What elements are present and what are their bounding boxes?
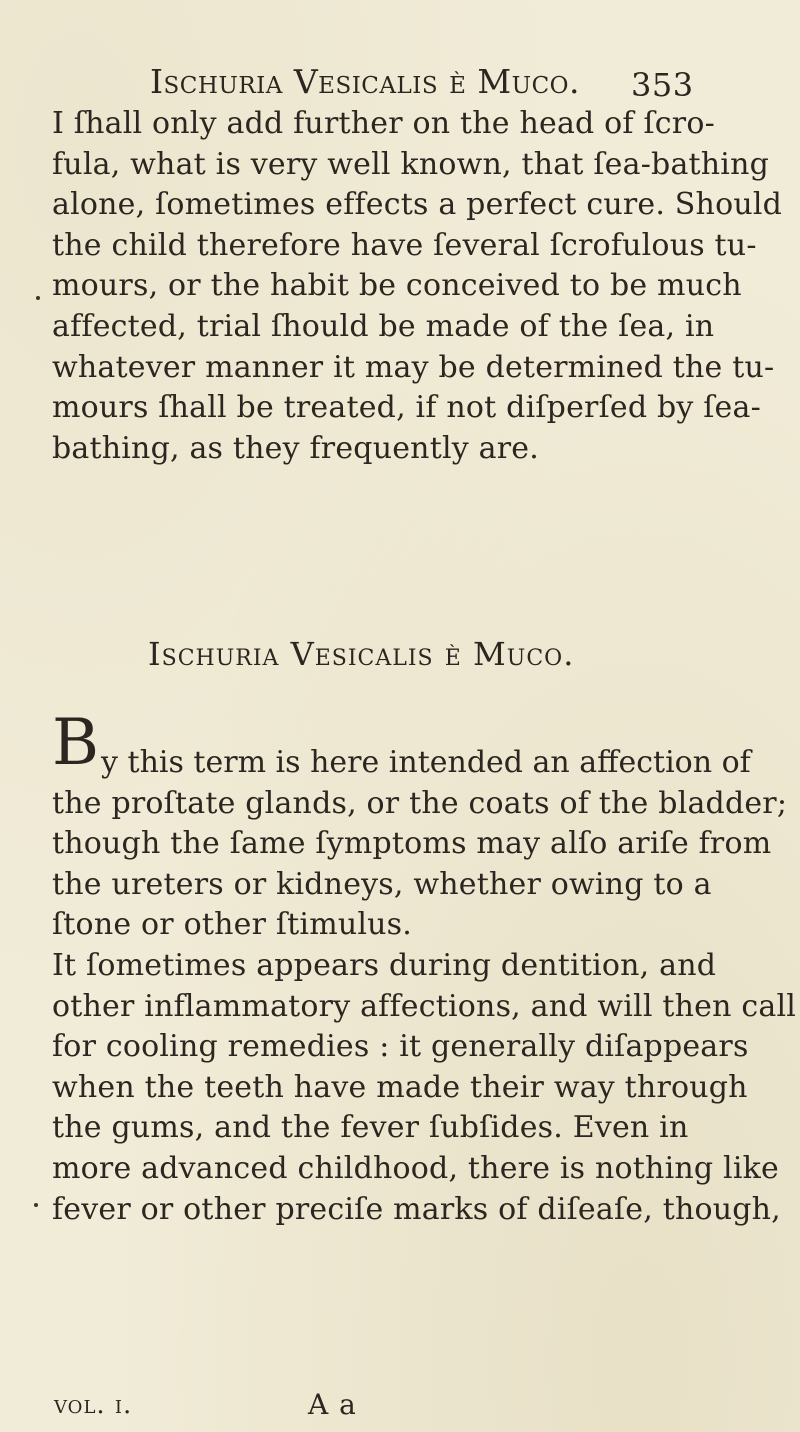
section-heading: Ischuria Vesicalis è Muco. <box>148 635 575 673</box>
text-line: more advanced childhood, there is nothing like <box>52 1150 779 1186</box>
text-line: alone, ſometimes effects a perfect cure. Should <box>52 187 783 223</box>
margin-speck <box>36 296 40 300</box>
page-number: 353 <box>631 66 694 104</box>
text-line: fula, what is very well known, that ſea-bathing <box>52 146 770 182</box>
text-line: whatever manner it may be determined the tu- <box>52 349 775 385</box>
text-line: mours, or the habit be conceived to be much <box>52 268 742 304</box>
margin-speck <box>34 1203 38 1207</box>
text-line: when the teeth have made their way through <box>52 1069 748 1105</box>
text-line: the gums, and the fever ſubſides. Even in <box>52 1110 689 1146</box>
text-line: the ureters or kidneys, whether owing to a <box>52 866 712 902</box>
page-footer <box>54 1388 357 1421</box>
text-line: I ſhall only add further on the head of ſcro- <box>52 106 715 141</box>
text-line: the child therefore have ſeveral ſcrofulous tu- <box>52 227 757 263</box>
text-line-first <box>52 706 792 784</box>
paragraph-definition <box>52 706 797 1230</box>
text-line: for cooling remedies : it generally diſappears <box>52 1029 749 1065</box>
text-line: other inflammatory affections, and will then call <box>52 988 797 1024</box>
running-head <box>150 62 694 104</box>
text-line: fever or other preciſe marks of diſeaſe, though, <box>52 1191 781 1227</box>
signature-mark: A a <box>308 1388 357 1421</box>
running-head-title: Ischuria Vesicalis è Muco. <box>150 62 581 101</box>
drop-cap: B <box>52 706 100 780</box>
paragraph-scrofula <box>52 104 792 469</box>
text-line: the proſtate glands, or the coats of the bladder; <box>52 785 788 821</box>
volume-label: vol. i. <box>54 1390 133 1420</box>
first-line-text: y this term is here intended an affection of <box>101 745 751 780</box>
text-line: ſtone or other ſtimulus. <box>52 907 413 943</box>
text-line: though the ſame ſymptoms may alſo ariſe from <box>52 826 772 862</box>
text-line: affected, trial ſhould be made of the ſea, in <box>52 308 715 344</box>
text-line: bathing, as they frequently are. <box>52 430 539 466</box>
text-line: mours ſhall be treated, if not diſperſed by ſea- <box>52 390 761 426</box>
text-line: It ſometimes appears during dentition, and <box>52 947 717 983</box>
